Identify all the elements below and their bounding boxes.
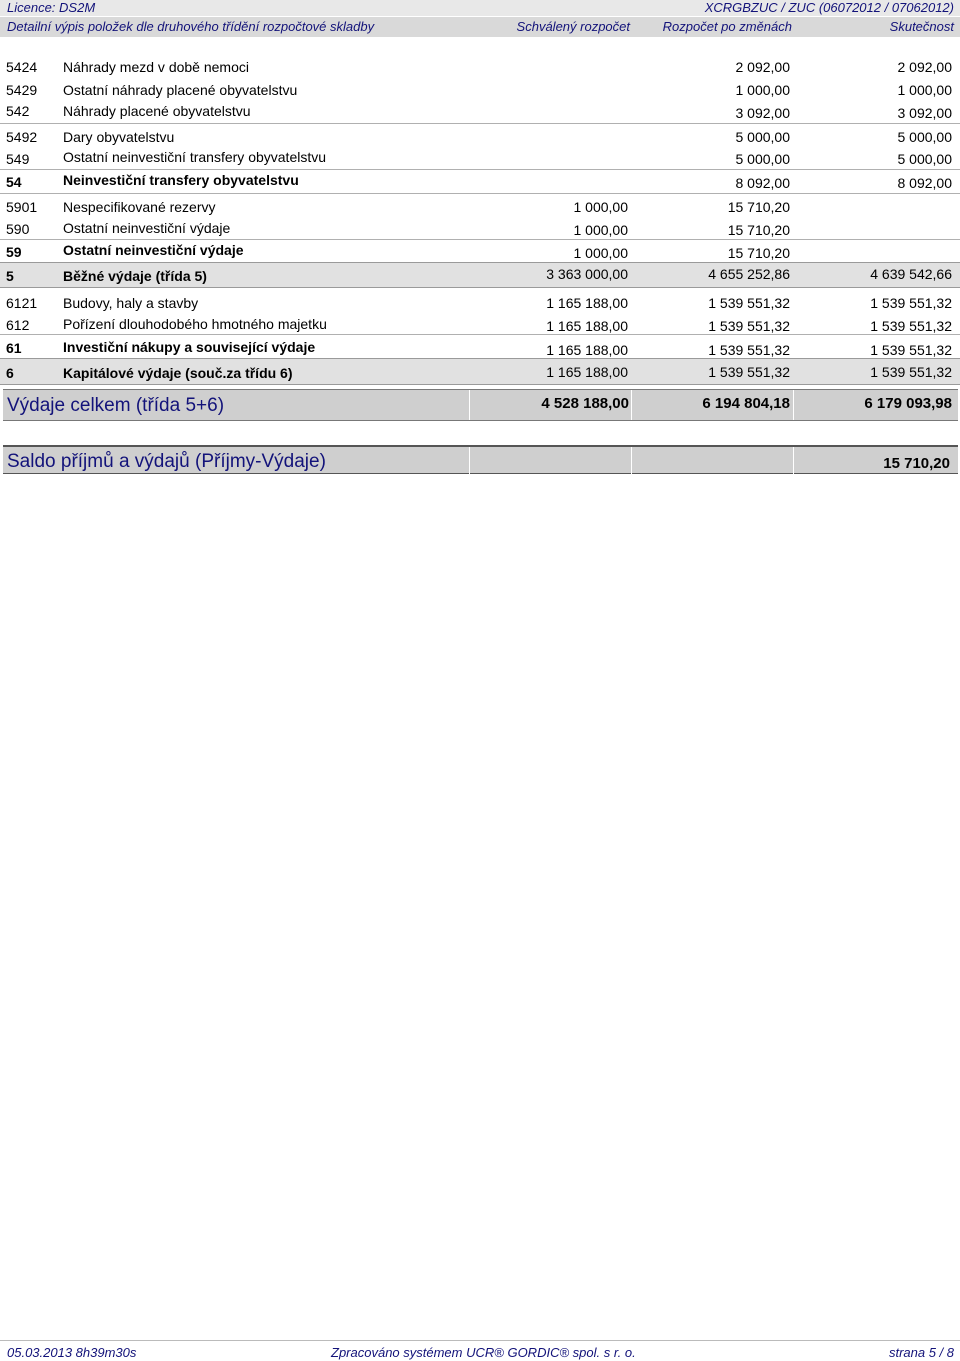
row-code: 5424 <box>6 59 38 75</box>
table-row <box>0 147 960 170</box>
table-row <box>0 170 960 194</box>
balance-label: Saldo příjmů a výdajů (Příjmy-Výdaje) <box>7 451 326 472</box>
row-name: Dary obyvatelstvu <box>63 129 175 145</box>
balance-row <box>3 445 958 474</box>
row-code: 61 <box>6 340 22 356</box>
row-amended: 2 092,00 <box>735 59 790 75</box>
table-row-class-total <box>0 262 960 288</box>
row-code: 590 <box>6 221 30 237</box>
licence-label: Licence: DS2M <box>7 0 96 15</box>
grand-total-amended: 6 194 804,18 <box>702 395 790 412</box>
row-amended: 15 710,20 <box>727 222 790 238</box>
row-name: Pořízení dlouhodobého hmotného majetku <box>63 316 327 332</box>
row-actual: 4 639 542,66 <box>870 266 952 282</box>
row-name: Ostatní náhrady placené obyvatelstvu <box>63 82 298 98</box>
report-header-top <box>0 0 960 16</box>
row-name: Ostatní neinvestiční výdaje <box>63 220 231 236</box>
column-divider <box>793 390 794 420</box>
table-row <box>0 78 960 101</box>
row-name: Kapitálové výdaje (souč.za třídu 6) <box>63 365 293 381</box>
column-divider <box>469 390 470 420</box>
row-name: Neinvestiční transfery obyvatelstvu <box>63 172 299 188</box>
row-name: Investiční nákupy a související výdaje <box>63 339 316 355</box>
table-row <box>0 288 960 311</box>
row-name: Náhrady placené obyvatelstvu <box>63 103 251 119</box>
row-actual: 1 000,00 <box>897 82 952 98</box>
row-code: 5 <box>6 268 14 284</box>
column-divider <box>631 447 632 474</box>
table-row <box>0 335 960 358</box>
row-approved: 1 165 188,00 <box>546 364 628 380</box>
table-row <box>0 124 960 147</box>
row-name: Nespecifikované rezervy <box>63 199 216 215</box>
row-code: 549 <box>6 151 30 167</box>
row-actual: 1 539 551,32 <box>870 342 952 358</box>
row-actual: 1 539 551,32 <box>870 318 952 334</box>
row-name: Budovy, haly a stavby <box>63 295 199 311</box>
row-approved: 1 000,00 <box>573 222 628 238</box>
balance-value: 15 710,20 <box>883 455 950 472</box>
row-amended: 1 539 551,32 <box>708 364 790 380</box>
column-header-amended-budget: Rozpočet po změnách <box>662 19 792 34</box>
grand-total-actual: 6 179 093,98 <box>864 395 952 412</box>
table-row <box>0 311 960 335</box>
row-actual: 1 539 551,32 <box>870 295 952 311</box>
table-row <box>0 194 960 217</box>
row-name: Ostatní neinvestiční transfery obyvatelstvu <box>63 149 327 165</box>
row-amended: 3 092,00 <box>735 105 790 121</box>
row-code: 59 <box>6 244 22 260</box>
row-code: 542 <box>6 103 30 119</box>
row-approved: 1 000,00 <box>573 245 628 261</box>
footer-page-number: strana 5 / 8 <box>888 1345 954 1360</box>
row-actual: 5 000,00 <box>897 151 952 167</box>
row-amended: 15 710,20 <box>727 245 790 261</box>
row-approved: 3 363 000,00 <box>546 266 628 282</box>
row-code: 5901 <box>6 199 38 215</box>
row-amended: 4 655 252,86 <box>708 266 790 282</box>
row-code: 612 <box>6 317 30 333</box>
row-amended: 15 710,20 <box>727 199 790 215</box>
row-amended: 1 000,00 <box>735 82 790 98</box>
row-name: Náhrady mezd v době nemoci <box>63 59 249 75</box>
row-actual: 8 092,00 <box>897 175 952 191</box>
row-amended: 1 539 551,32 <box>708 295 790 311</box>
row-amended: 5 000,00 <box>735 151 790 167</box>
row-amended: 1 539 551,32 <box>708 342 790 358</box>
report-title: Detailní výpis položek dle druhového třídění rozpočtové skladby <box>7 19 375 34</box>
row-actual: 3 092,00 <box>897 105 952 121</box>
row-actual: 1 539 551,32 <box>870 364 952 380</box>
column-divider <box>793 447 794 474</box>
footer-system: Zpracováno systémem UCR® GORDIC® spol. s r. o. <box>331 1345 636 1360</box>
page-footer <box>0 1340 960 1361</box>
row-amended: 1 539 551,32 <box>708 318 790 334</box>
table-row <box>0 55 960 78</box>
row-amended: 8 092,00 <box>735 175 790 191</box>
column-divider <box>631 390 632 420</box>
row-code: 5492 <box>6 129 38 145</box>
row-name: Běžné výdaje (třída 5) <box>63 268 207 284</box>
row-actual: 5 000,00 <box>897 129 952 145</box>
row-code: 6121 <box>6 295 38 311</box>
row-approved: 1 165 188,00 <box>546 318 628 334</box>
report-id: XCRGBZUC / ZUC (06072012 / 07062012) <box>704 0 954 15</box>
row-approved: 1 165 188,00 <box>546 295 628 311</box>
table-row <box>0 101 960 124</box>
row-approved: 1 165 188,00 <box>546 342 628 358</box>
row-approved: 1 000,00 <box>573 199 628 215</box>
column-header-actual: Skutečnost <box>889 19 954 34</box>
footer-timestamp: 05.03.2013 8h39m30s <box>7 1345 137 1360</box>
budget-table <box>0 55 960 385</box>
row-code: 54 <box>6 174 22 190</box>
row-name: Ostatní neinvestiční výdaje <box>63 242 244 258</box>
row-amended: 5 000,00 <box>735 129 790 145</box>
grand-total-row <box>3 389 958 421</box>
table-row <box>0 217 960 240</box>
row-actual: 2 092,00 <box>897 59 952 75</box>
column-header-bar <box>0 17 960 37</box>
column-header-approved-budget: Schválený rozpočet <box>516 19 630 34</box>
grand-total-label: Výdaje celkem (třída 5+6) <box>7 395 225 416</box>
column-divider <box>469 447 470 474</box>
table-row-class-total <box>0 358 960 385</box>
row-code: 5429 <box>6 82 38 98</box>
grand-total-approved: 4 528 188,00 <box>541 395 629 412</box>
table-row <box>0 240 960 262</box>
row-code: 6 <box>6 365 14 381</box>
